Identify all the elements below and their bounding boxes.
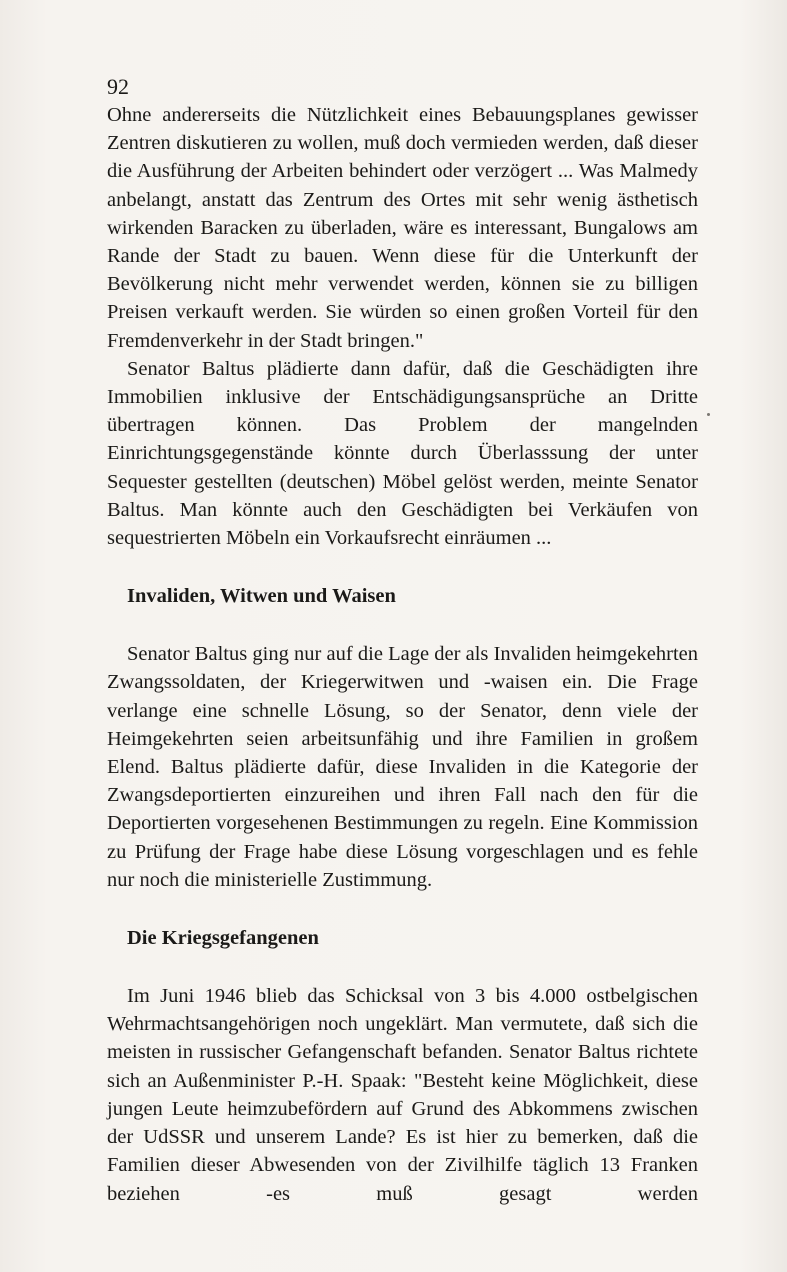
page-number: 92 xyxy=(107,74,129,99)
scan-speck xyxy=(707,413,710,416)
page-body xyxy=(107,101,698,1208)
section-heading-invalids: Invaliden, Witwen und Waisen xyxy=(127,585,396,608)
paragraph-baltus-furniture: Senator Baltus plädierte dann dafür, daß die Geschädigten ihre Immobilien inklusive der Entschädigungsansprüche an Dritte übertragen können. Das Problem der mangelnden Einrichtungsgegenstände könnte durch Überlasssung der unter Sequester gestellten (deutschen) Möbel gelöst werden, meinte Senator Baltus. Man könnte auch den Geschädigten bei Verkäufen von sequestrierten Möbeln ein Vorkaufsrecht einräumen ... xyxy=(107,357,698,550)
paragraph-prisoners: Im Juni 1946 blieb das Schicksal von 3 bis 4.000 ostbelgischen Wehrmachtsangehörigen noch ungeklärt. Man vermutete, daß sich die meisten in russischer Gefangenschaft befanden. Senator Baltus richtete sich an Außenminister P.-H. Spaak: "Besteht keine Möglichkeit, diese jungen Leute heimzubefördern auf Grund des Abkommens zwischen der UdSSR und unserem Lande? Es ist hier zu bemerken, daß die Familien dieser Abwesenden von der Zivilhilfe täglich 13 Franken beziehen -es muß gesagt werden xyxy=(107,985,698,1205)
section-heading-prisoners: Die Kriegsgefangenen xyxy=(127,927,319,950)
paragraph-invalids: Senator Baltus ging nur auf die Lage der als Invaliden heimgekehrten Zwangssoldaten, der Kriegerwitwen und -waisen ein. Die Frage verlange eine schnelle Lösung, so der Senator, denn viele der Heimgekehrten seien arbeitsunfähig und ihre Familien in großem Elend. Baltus plädierte dafür, diese Invaliden in die Kategorie der Zwangsdeportierten einzureihen und ihren Fall nach den für die Deportierten vorgesehenen Bestimmungen zu regeln. Eine Kommission zu Prüfung der Frage habe diese Lösung vorgeschlagen und es fehle nur noch die ministerielle Zustimmung. xyxy=(107,643,698,891)
paragraph-quote-conclusion: Ohne andererseits die Nützlichkeit eines Bebauungsplanes gewisser Zentren diskutieren zu wollen, muß doch vermieden werden, daß dieser die Ausführung der Arbeiten behindert oder verzögert ... Was Malmedy anbelangt, anstatt das Zentrum des Ortes mit sehr wenig ästhetisch wirkenden Baracken zu überladen, wäre es interessant, Bungalows am Rande der Stadt zu bauen. Wenn diese für die Unterkunft der Bevölkerung nicht mehr verwendet werden, können sie zu billigen Preisen verkauft werden. Sie würden so einen großen Vorteil für den Fremdenverkehr in der Stadt bringen." xyxy=(107,104,698,352)
